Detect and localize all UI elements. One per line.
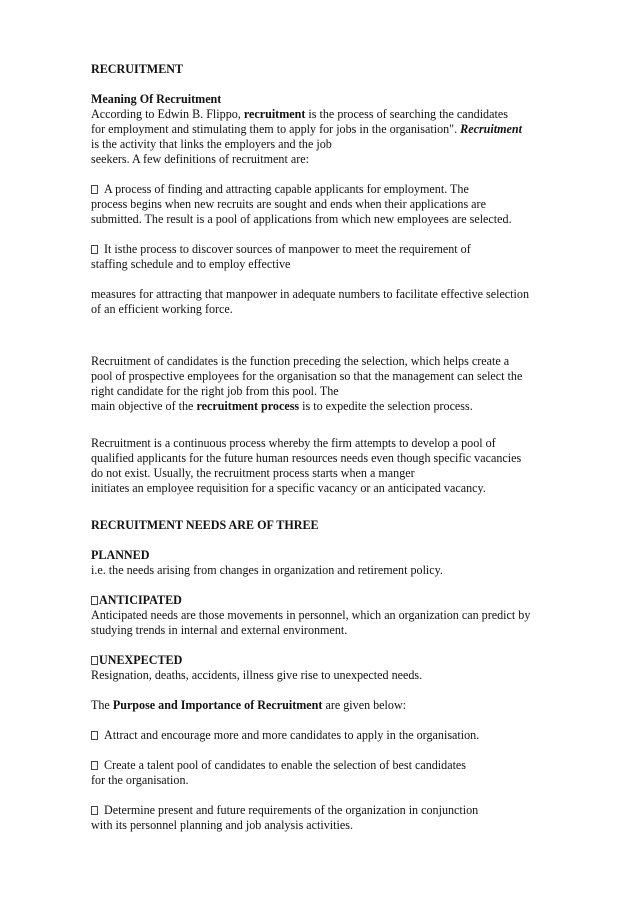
meaning-line-2 — [91, 122, 571, 137]
meaning-line-1-pre: According to Edwin B. Flippo, — [91, 107, 244, 121]
meaning-line-1-post: is the process of searching the candidates — [305, 107, 508, 121]
needs-heading: RECRUITMENT NEEDS ARE OF THREE — [91, 518, 319, 532]
measures-line-1: measures for attracting that manpower in adequate numbers to facilitate effective selection — [91, 287, 529, 301]
anticipated-line-2: studying trends in internal and external environment. — [91, 623, 348, 637]
checkbox-bullet-icon — [91, 245, 98, 254]
document-page — [91, 62, 571, 833]
anticipated-heading-line — [91, 593, 571, 608]
purpose-bullet-3-text: Determine present and future requirements of the organization in conjunction — [104, 803, 479, 817]
checkbox-bullet-icon — [91, 596, 98, 605]
definition-1-line-3: submitted. The result is a pool of applications from which new employees are selected. — [91, 212, 512, 226]
paragraph-1-line-2: pool of prospective employees for the organisation so that the management can select the — [91, 369, 523, 383]
checkbox-bullet-icon — [91, 806, 98, 815]
paragraph-1-line-3: right candidate for the right job from this pool. The — [91, 384, 339, 398]
purpose-intro — [91, 698, 571, 713]
paragraph-2-line-4: initiates an employee requisition for a specific vacancy or an anticipated vacancy. — [91, 481, 486, 495]
planned-text: i.e. the needs arising from changes in organization and retirement policy. — [91, 563, 443, 577]
planned-heading: PLANNED — [91, 548, 150, 562]
meaning-line-1-bold: recruitment — [243, 107, 306, 121]
checkbox-bullet-icon — [91, 761, 98, 770]
unexpected-heading: UNEXPECTED — [99, 653, 183, 667]
meaning-line-2-pre: for employment and stimulating them to apply for jobs in the organisation". — [91, 122, 461, 136]
definition-2-line-2: staffing schedule and to employ effective — [91, 257, 291, 271]
document-title: RECRUITMENT — [91, 62, 184, 76]
anticipated-line-1: Anticipated needs are those movements in personnel, which an organization can predict by — [91, 608, 531, 622]
anticipated-heading: ANTICIPATED — [99, 593, 182, 607]
purpose-bullet-1-text: Attract and encourage more and more candidates to apply in the organisation. — [104, 728, 480, 742]
paragraph-2-line-2: qualified applicants for the future human resources needs even though specific vacancies — [91, 451, 522, 465]
purpose-intro-post: are given below: — [322, 698, 407, 712]
purpose-bullet-3 — [91, 803, 571, 818]
meaning-line-3: is the activity that links the employers and the job — [91, 137, 332, 151]
paragraph-1-line-4 — [91, 399, 571, 414]
purpose-bullet-2-text: Create a talent pool of candidates to enable the selection of best candidates — [104, 758, 466, 772]
purpose-bullet-1 — [91, 728, 571, 743]
meaning-line-4: seekers. A few definitions of recruitment are: — [91, 152, 309, 166]
definition-1-text-1: A process of finding and attracting capable applicants for employment. The — [104, 182, 469, 196]
purpose-bullet-2 — [91, 758, 571, 773]
meaning-heading: Meaning Of Recruitment — [91, 92, 222, 106]
definition-2-line-1 — [91, 242, 571, 257]
meaning-line-1 — [91, 107, 571, 122]
measures-line-2: of an efficient working force. — [91, 302, 233, 316]
purpose-bullet-3-line-2: with its personnel planning and job analysis activities. — [91, 818, 353, 832]
unexpected-heading-line — [91, 653, 571, 668]
definition-2-text-1: It isthe process to discover sources of manpower to meet the requirement of — [104, 242, 471, 256]
meaning-line-2-bold-italic: Recruitment — [460, 122, 522, 136]
definition-1-line-2: process begins when new recruits are sought and ends when their applications are — [91, 197, 486, 211]
checkbox-bullet-icon — [91, 731, 98, 740]
paragraph-1-line-4-post: is to expedite the selection process. — [299, 399, 473, 413]
paragraph-1-line-1: Recruitment of candidates is the function preceding the selection, which helps create a — [91, 354, 510, 368]
paragraph-1-line-4-bold: recruitment process — [196, 399, 300, 413]
checkbox-bullet-icon — [91, 656, 98, 665]
unexpected-text: Resignation, deaths, accidents, illness give rise to unexpected needs. — [91, 668, 423, 682]
purpose-intro-pre: The — [91, 698, 113, 712]
paragraph-2-line-1: Recruitment is a continuous process whereby the firm attempts to develop a pool of — [91, 436, 496, 450]
paragraph-2-line-3: do not exist. Usually, the recruitment process starts when a manger — [91, 466, 415, 480]
paragraph-1-line-4-pre: main objective of the — [91, 399, 197, 413]
purpose-intro-bold: Purpose and Importance of Recruitment — [112, 698, 323, 712]
definition-1-line-1 — [91, 182, 571, 197]
checkbox-bullet-icon — [91, 185, 98, 194]
purpose-bullet-2-line-2: for the organisation. — [91, 773, 189, 787]
